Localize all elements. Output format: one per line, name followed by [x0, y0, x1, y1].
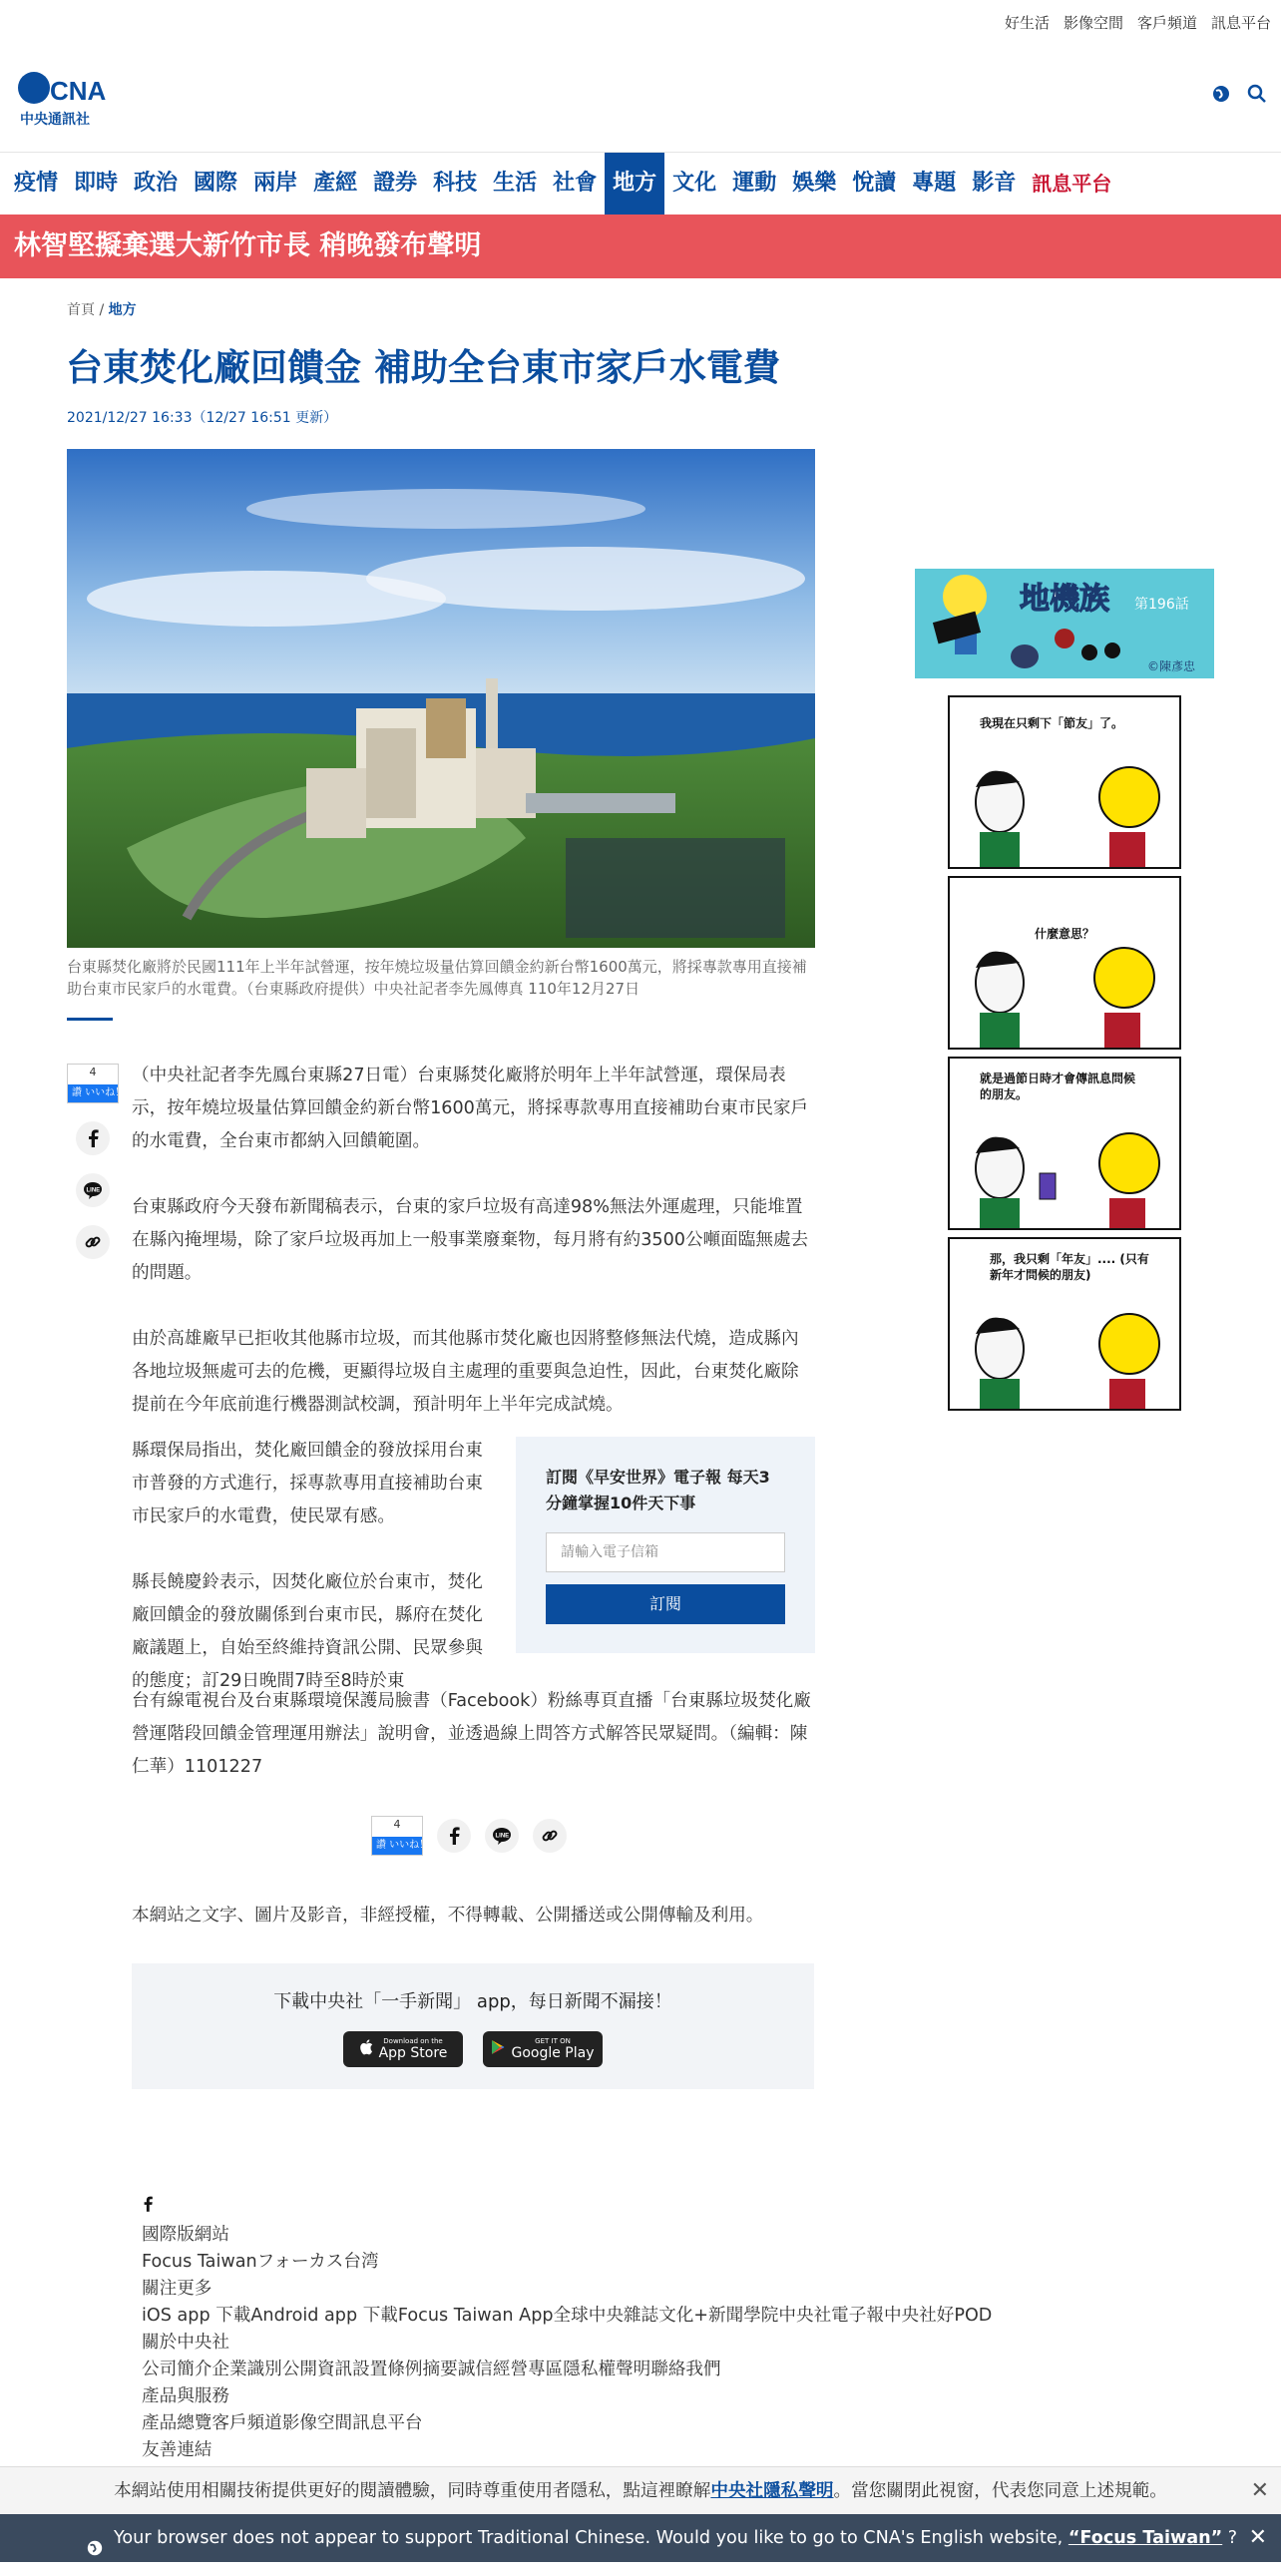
top-link-message-platform[interactable]: 訊息平台 — [1210, 14, 1271, 32]
svg-text:©陳彥忠: ©陳彥忠 — [1147, 659, 1196, 673]
language-bar-text: Your browser does not appear to support Traditional Chinese. Would you like to go to CNA's English website, — [114, 2528, 1068, 2548]
copyright-notice: 本網站之文字、圖片及影音，非經授權，不得轉載、公開播送或公開傳輸及利用。 — [132, 1906, 764, 1926]
app-promo-text: 下載中央社「一手新聞」 app，每日新聞不漏接！ — [273, 1991, 672, 2012]
top-link-good-life[interactable]: 好生活 — [1004, 14, 1050, 32]
fb-like-button[interactable] — [67, 1064, 126, 1103]
nav-item-politics[interactable]: 政治 — [134, 170, 179, 196]
google-play-button[interactable] — [483, 2031, 603, 2067]
svg-text:地機族: 地機族 — [1020, 582, 1109, 617]
nav-item-epidemic[interactable]: 疫情 — [14, 170, 59, 196]
globe-icon[interactable] — [1211, 84, 1231, 108]
cna-logo-mark — [16, 66, 110, 130]
article-date: 2021/12/27 16:33（12/27 16:51 更新） — [67, 410, 338, 426]
article-paragraph: 台東縣政府今天發布新聞稿表示，台東的家戶垃圾有高達98%無法外運處理，只能堆置在縣內掩埋場，除了家戶垃圾再加上一般事業廢棄物，每月將有約3500公噸面臨無處去的問題。 — [132, 1197, 809, 1283]
svg-text:第196話: 第196話 — [1134, 597, 1189, 613]
nav-item-sports[interactable]: 運動 — [732, 170, 777, 196]
footer-links-follow[interactable]: iOS app 下載Android app 下載Focus Taiwan App全球中央雜誌文化+新聞學院中央社電子報中央社好POD — [142, 2306, 993, 2326]
article-paragraph: （中央社記者李先鳳台東縣27日電）台東縣焚化廠將於明年上半年試營運，環保局表示，按年燒垃圾量估算回饋金約新台幣1600萬元，將採專款專用直接補助台東市民家戶的水電費，全台東市都納入回饋範圍。 — [132, 1066, 809, 1151]
app-store-button[interactable] — [343, 2031, 463, 2067]
nav-item-entertainment[interactable]: 娛樂 — [792, 170, 837, 196]
main-nav — [0, 152, 1281, 214]
nav-item-tech[interactable]: 科技 — [433, 170, 478, 196]
search-icon[interactable] — [1247, 84, 1267, 108]
nav-item-society[interactable]: 社會 — [553, 170, 598, 196]
top-link-image-space[interactable]: 影像空間 — [1063, 14, 1123, 32]
article-paragraph: 由於高雄廠早已拒收其他縣市垃圾，而其他縣市焚化廠也因將整修無法代燒，造成縣內各地垃圾無處可去的危機，更顯得垃圾自主處理的重要與急迫性，因此，台東焚化廠除提前在今年底前進行機器測試校調，預計明年上半年完成試燒。 — [132, 1329, 799, 1415]
email-field[interactable]: 請輸入電子信箱 — [546, 1532, 785, 1572]
site-footer — [142, 2195, 992, 2464]
cna-logo[interactable] — [16, 66, 110, 130]
article-body-wrapped — [132, 1435, 491, 1698]
language-suggestion-bar — [0, 2514, 1281, 2562]
footer-heading-follow: 關注更多 — [142, 2279, 213, 2299]
svg-text:什麼意思？: 什麼意思？ — [1035, 927, 1095, 941]
top-link-customer[interactable]: 客戶頻道 — [1136, 14, 1197, 32]
privacy-link[interactable]: 中央社隱私聲明 — [710, 2481, 834, 2501]
nav-item-video[interactable]: 影音 — [972, 170, 1017, 196]
header-icons — [1211, 84, 1267, 108]
footer-links-international[interactable]: Focus Taiwanフォーカス台湾 — [142, 2252, 379, 2272]
bottom-share-row — [371, 1816, 567, 1856]
cookie-text-after: 。當您關閉此視窗，代表您同意上述規範。 — [833, 2481, 1167, 2501]
breadcrumb — [67, 299, 137, 319]
nav-item-culture[interactable]: 文化 — [672, 170, 717, 196]
close-icon[interactable]: ✕ — [1248, 2525, 1267, 2550]
cookie-notice — [0, 2466, 1281, 2514]
language-bar-text-after: ? — [1222, 2528, 1238, 2548]
nav-item-message-platform[interactable]: 訊息平台 — [1032, 171, 1112, 196]
article-body — [132, 1060, 814, 1455]
nav-item-local[interactable]: 地方 — [605, 153, 664, 215]
globe-icon — [86, 2528, 104, 2576]
google-play-label: GET IT ON Google Play — [511, 2037, 595, 2061]
comic-panel: 那，我只剩「年友」.... (只有新年才問候的朋友) — [948, 1237, 1181, 1411]
svg-text:LINE: LINE — [86, 1187, 101, 1194]
svg-text:中央通訊社: 中央通訊社 — [20, 112, 90, 128]
top-bar — [0, 0, 1281, 46]
fb-like-label: 讚 いいね！ — [68, 1084, 118, 1102]
footer-heading-products: 產品與服務 — [142, 2386, 229, 2406]
footer-heading-international: 國際版網站 — [142, 2225, 229, 2245]
comic-ad-banner[interactable] — [915, 569, 1214, 678]
comic-panel — [948, 876, 1181, 1050]
nav-item-reading[interactable]: 悅讀 — [852, 170, 897, 196]
newsletter-title: 訂閱《早安世界》電子報 每天3分鐘掌握10件天下事 — [546, 1468, 770, 1512]
footer-heading-friends: 友善連結 — [142, 2440, 213, 2460]
comic-panel: 就是過節日時才會傳訊息問候的朋友。 — [948, 1057, 1181, 1230]
share-column — [67, 1064, 126, 1259]
article-paragraph-tail: 台有線電視台及台東縣環境保護局臉書（Facebook）粉絲專頁直播「台東縣垃圾焚化廠營運階段回饋金管理運用辦法」說明會，並透過線上問答方式解答民眾疑問。（編輯：陳仁華）1101227 — [132, 1691, 811, 1777]
apple-icon — [359, 2039, 373, 2059]
footer-links-products[interactable]: 產品總覽客戶頻道影像空間訊息平台 — [142, 2413, 423, 2433]
fb-like-count: 4 — [89, 1066, 97, 1078]
breadcrumb-home[interactable]: 首頁 — [67, 302, 95, 318]
facebook-share-icon[interactable] — [437, 1819, 471, 1853]
google-play-icon — [491, 2039, 505, 2059]
app-buttons — [132, 2031, 814, 2067]
section-rule — [67, 1018, 113, 1021]
facebook-icon[interactable] — [142, 2195, 992, 2222]
top-links — [1005, 12, 1271, 33]
article-paragraph: 縣環保局指出，焚化廠回饋金的發放採用台東市普發的方式進行，採專款專用直接補助台東市民家戶的水電費，使民眾有感。 — [132, 1441, 483, 1526]
close-icon[interactable]: ✕ — [1250, 2478, 1269, 2503]
nav-item-international[interactable]: 國際 — [194, 170, 238, 196]
comic-panel — [948, 695, 1181, 869]
breaking-ticker[interactable]: 林智堅擬棄選大新竹市長 稍晚發布聲明 — [0, 215, 1281, 278]
facebook-share-icon[interactable] — [76, 1121, 110, 1155]
footer-heading-about: 關於中央社 — [142, 2333, 229, 2353]
breadcrumb-section[interactable]: 地方 — [108, 302, 137, 318]
nav-item-business[interactable]: 產經 — [313, 170, 358, 196]
article-photo[interactable] — [67, 449, 815, 948]
app-promo — [132, 1963, 814, 2089]
focus-taiwan-link[interactable]: “Focus Taiwan” — [1068, 2528, 1223, 2548]
subscribe-button[interactable]: 訂閱 — [546, 1584, 785, 1624]
article-paragraph: 縣長饒慶鈴表示，因焚化廠位於台東市，焚化廠回饋金的發放關係到台東市民，縣府在焚化廠議題上，自始至終維持資訊公開、民眾參與的態度；訂29日晚間7時至8時於東 — [132, 1572, 483, 1691]
line-share-icon[interactable] — [76, 1173, 110, 1207]
nav-item-features[interactable]: 專題 — [912, 170, 957, 196]
nav-item-securities[interactable]: 證券 — [373, 170, 418, 196]
footer-links-about[interactable]: 公司簡介企業識別公開資訊設置條例摘要誠信經營專區隱私權聲明聯絡我們 — [142, 2360, 721, 2379]
photo-caption: 台東縣焚化廠將於民國111年上半年試營運，按年燒垃圾量估算回饋金約新台幣1600萬元，將採專款專用直接補助台東市民家戶的水電費。（台東縣政府提供）中央社記者李先鳳傳真 110年12月27日 — [67, 958, 807, 998]
nav-item-cross-strait[interactable]: 兩岸 — [253, 170, 298, 196]
copy-link-icon[interactable] — [533, 1819, 567, 1853]
line-share-icon[interactable] — [485, 1819, 519, 1853]
breadcrumb-separator: / — [99, 302, 105, 318]
copy-link-icon[interactable] — [76, 1225, 110, 1259]
svg-text:CNA: CNA — [50, 76, 107, 106]
fb-like-button-bottom[interactable] — [371, 1816, 430, 1856]
app-store-label: Download on the App Store — [378, 2037, 448, 2061]
nav-item-life[interactable]: 生活 — [493, 170, 538, 196]
cookie-text: 本網站使用相關技術提供更好的閱讀體驗，同時尊重使用者隱私，點這裡瞭解 — [114, 2481, 711, 2501]
nav-item-instant[interactable]: 即時 — [74, 170, 119, 196]
svg-text:我現在只剩下「節友」了。: 我現在只剩下「節友」了。 — [980, 716, 1124, 730]
newsletter-subscribe-box — [516, 1437, 815, 1653]
fb-like-count: 4 — [393, 1818, 401, 1831]
svg-text:LINE: LINE — [495, 1833, 510, 1840]
article-title: 台東焚化廠回饋金 補助全台東市家戶水電費 — [66, 346, 780, 389]
fb-like-label: 讚 いいね！ — [372, 1837, 422, 1855]
